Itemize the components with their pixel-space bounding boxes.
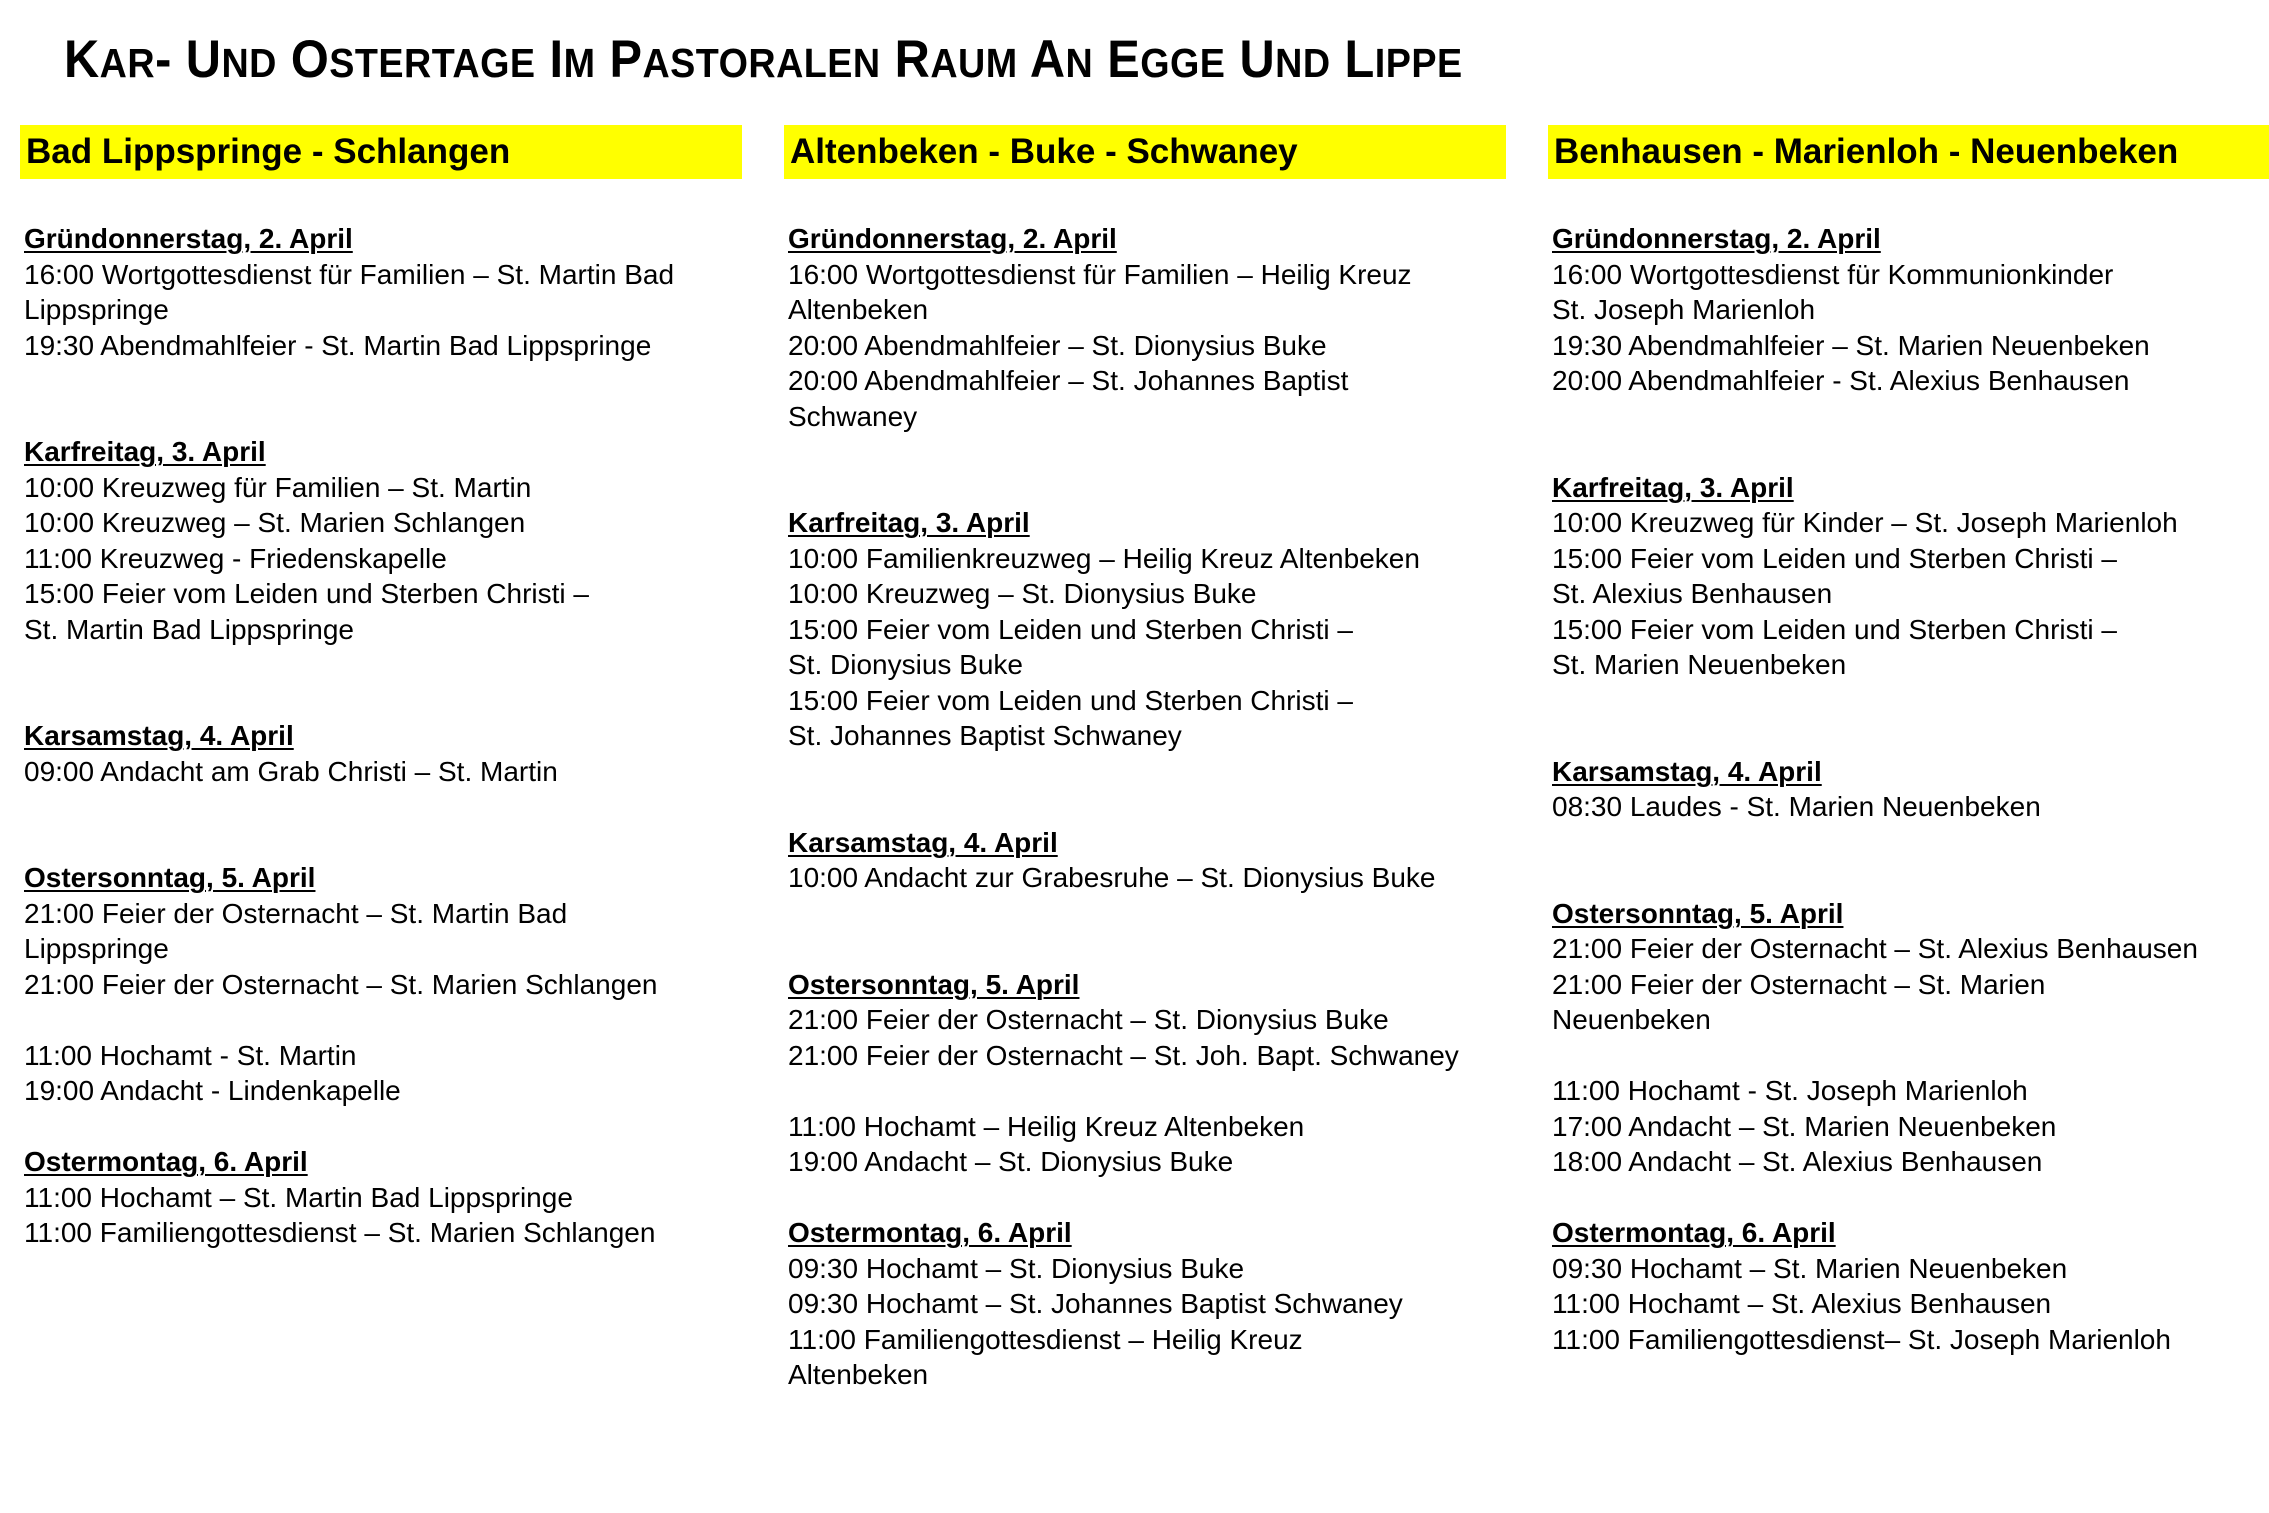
title-separator: - [155, 30, 186, 89]
service-line: 08:30 Laudes - St. Marien Neuenbeken [1552, 791, 2041, 822]
column-header: Benhausen - Marienloh - Neuenbeken [1548, 125, 2269, 179]
day-heading: Karfreitag, 3. April [788, 507, 1030, 538]
service-line: 16:00 Wortgottesdienst für Familien – St. Martin Bad [24, 258, 675, 290]
service-line: St. Dionysius Buke [788, 649, 1023, 680]
spacer [1552, 434, 2269, 470]
column-altenbeken [784, 125, 1506, 1390]
spacer [788, 896, 1508, 932]
title-separator [1018, 30, 1030, 89]
title-initial: K [64, 30, 100, 89]
service-line: Schwaney [788, 400, 918, 432]
title-smallcaps: GGE [1140, 40, 1226, 86]
service-line: 09:30 Hochamt – St. Johannes Baptist Schwaney [788, 1288, 1403, 1319]
service-line: Altenbeken [788, 294, 929, 325]
service-line: St. Martin Bad Lippspringe [24, 613, 354, 645]
title-initial: O [290, 30, 330, 89]
title-initial: L [1344, 30, 1375, 89]
service-line: 09:00 Andacht am Grab Christi – St. Martin [24, 755, 558, 787]
spacer [24, 683, 744, 719]
service-line: 10:00 Kreuzweg – St. Dionysius Buke [788, 578, 1257, 609]
service-line: 19:30 Abendmahlfeier – St. Marien Neuenbeken [1552, 329, 2150, 361]
title-initial: I [549, 30, 564, 89]
title-separator [536, 30, 550, 89]
spacer [1552, 683, 2269, 719]
column-benhausen [1548, 125, 2269, 1355]
day-heading: Ostersonntag, 5. April [788, 968, 1080, 1000]
service-line: St. Joseph Marienloh [1552, 294, 1816, 325]
service-line: 19:30 Abendmahlfeier - St. Martin Bad Lippspringe [24, 329, 652, 361]
spacer [1552, 399, 2269, 435]
spacer [788, 789, 1508, 825]
spacer [1552, 825, 2269, 861]
service-line: St. Alexius Benhausen [1552, 578, 1833, 609]
day-heading: Gründonnerstag, 2. April [1552, 223, 1881, 254]
service-line: 15:00 Feier vom Leiden und Sterben Christi – [1552, 613, 2117, 645]
service-line: 10:00 Familienkreuzweg – Heilig Kreuz Altenbeken [788, 542, 1420, 574]
day-heading: Gründonnerstag, 2. April [788, 223, 1117, 254]
day-heading: Gründonnerstag, 2. April [24, 223, 353, 254]
title-smallcaps: IPPE [1374, 40, 1463, 86]
service-line: 21:00 Feier der Osternacht – St. Marien Schlangen [24, 968, 658, 1000]
title-initial: P [609, 30, 643, 89]
title-separator [1225, 30, 1239, 89]
service-line: 11:00 Kreuzweg - Friedenskapelle [24, 542, 447, 574]
service-line: 19:00 Andacht - Lindenkapelle [24, 1075, 401, 1106]
day-heading: Karfreitag, 3. April [24, 436, 266, 467]
service-line: 18:00 Andacht – St. Alexius Benhausen [1552, 1146, 2043, 1177]
service-line: 21:00 Feier der Osternacht – St. Alexius Benhausen [1552, 933, 2198, 964]
service-line: Neuenbeken [1552, 1004, 1711, 1035]
day-heading: Ostermontag, 6. April [1552, 1217, 1836, 1248]
spacer [24, 789, 744, 825]
day-heading: Karsamstag, 4. April [1552, 755, 1822, 787]
title-separator [1331, 30, 1345, 89]
title-separator [881, 30, 895, 89]
spacer [24, 1109, 744, 1145]
spacer [1552, 1180, 2269, 1216]
service-line: 11:00 Hochamt – Heilig Kreuz Altenbeken [788, 1110, 1305, 1142]
spacer [788, 754, 1508, 790]
service-line: 10:00 Kreuzweg für Familien – St. Martin [24, 471, 532, 503]
service-line: Lippspringe [24, 294, 169, 325]
spacer [788, 931, 1508, 967]
service-line: 11:00 Hochamt - St. Martin [24, 1039, 357, 1071]
day-heading: Karsamstag, 4. April [24, 720, 294, 751]
title-smallcaps: ASTORALEN [642, 40, 881, 86]
service-line: 11:00 Familiengottesdienst – St. Marien Schlangen [24, 1217, 656, 1248]
service-line: 09:30 Hochamt – St. Marien Neuenbeken [1552, 1252, 2068, 1284]
service-line: 16:00 Wortgottesdienst für Familien – Heilig Kreuz [788, 258, 1412, 290]
spacer [788, 470, 1508, 506]
title-initial: E [1107, 30, 1141, 89]
service-line: 15:00 Feier vom Leiden und Sterben Christi – [1552, 542, 2117, 574]
spacer [1552, 1038, 2269, 1074]
service-line: 21:00 Feier der Osternacht – St. Martin Bad [24, 897, 568, 929]
service-line: 19:00 Andacht – St. Dionysius Buke [788, 1146, 1234, 1177]
schedule-list [24, 221, 744, 1251]
title-separator [277, 30, 291, 89]
spacer [788, 1180, 1508, 1216]
day-heading: Ostersonntag, 5. April [1552, 897, 1844, 929]
day-heading: Ostermontag, 6. April [24, 1146, 308, 1177]
service-line: 10:00 Kreuzweg für Kinder – St. Joseph Marienloh [1552, 507, 2178, 538]
spacer [24, 825, 744, 861]
spacer [24, 399, 744, 435]
service-line: St. Marien Neuenbeken [1552, 649, 1847, 680]
service-line: St. Johannes Baptist Schwaney [788, 720, 1182, 751]
schedule-list [1552, 221, 2269, 1357]
service-line: 16:00 Wortgottesdienst für Kommunionkinder [1552, 258, 2114, 290]
day-heading: Karsamstag, 4. April [788, 826, 1058, 858]
service-line: 20:00 Abendmahlfeier – St. Johannes Baptist [788, 365, 1349, 396]
title-initial: U [1239, 30, 1276, 89]
spacer [24, 1002, 744, 1038]
service-line: 10:00 Kreuzweg – St. Marien Schlangen [24, 507, 526, 538]
spacer [788, 1073, 1508, 1109]
service-line: 21:00 Feier der Osternacht – St. Marien [1552, 968, 2046, 1000]
service-line: 11:00 Hochamt – St. Alexius Benhausen [1552, 1288, 2052, 1319]
column-header: Bad Lippspringe - Schlangen [20, 125, 742, 179]
title-smallcaps: AUM [930, 40, 1018, 86]
service-line: 21:00 Feier der Osternacht – St. Dionysius Buke [788, 1004, 1389, 1035]
page-title [64, 28, 1463, 95]
spacer [24, 363, 744, 399]
service-line: Lippspringe [24, 933, 169, 964]
spacer [1552, 718, 2269, 754]
spacer [788, 434, 1508, 470]
service-line: 11:00 Familiengottesdienst– St. Joseph Marienloh [1552, 1323, 2171, 1355]
service-line: 15:00 Feier vom Leiden und Sterben Christi – [788, 613, 1353, 645]
title-separator [1093, 30, 1107, 89]
title-smallcaps: N [1065, 40, 1094, 86]
title-initial: A [1029, 30, 1066, 89]
service-line: 11:00 Hochamt – St. Martin Bad Lippspringe [24, 1181, 573, 1213]
service-line: 21:00 Feier der Osternacht – St. Joh. Bapt. Schwaney [788, 1039, 1459, 1071]
spacer [1552, 860, 2269, 896]
spacer [24, 647, 744, 683]
title-separator [595, 30, 609, 89]
title-smallcaps: AR [99, 40, 156, 86]
column-bad-lippspringe [20, 125, 742, 1248]
title-smallcaps: M [563, 40, 596, 86]
day-heading: Ostersonntag, 5. April [24, 862, 316, 893]
title-smallcaps: ND [1275, 40, 1331, 86]
column-header: Altenbeken - Buke - Schwaney [784, 125, 1506, 179]
service-line: 17:00 Andacht – St. Marien Neuenbeken [1552, 1110, 2057, 1142]
title-smallcaps: ND [221, 40, 277, 86]
title-initial: R [894, 30, 931, 89]
service-line: 15:00 Feier vom Leiden und Sterben Christi – [788, 684, 1353, 716]
day-heading: Karfreitag, 3. April [1552, 471, 1794, 503]
schedule-list [788, 221, 1508, 1393]
title-smallcaps: STERTAGE [329, 40, 536, 86]
service-line: 20:00 Abendmahlfeier – St. Dionysius Buke [788, 329, 1327, 361]
service-line: Altenbeken [788, 1359, 929, 1390]
title-initial: U [185, 30, 222, 89]
service-line: 10:00 Andacht zur Grabesruhe – St. Dionysius Buke [788, 862, 1436, 893]
day-heading: Ostermontag, 6. April [788, 1217, 1072, 1248]
service-line: 09:30 Hochamt – St. Dionysius Buke [788, 1252, 1245, 1284]
service-line: 20:00 Abendmahlfeier - St. Alexius Benhausen [1552, 365, 2130, 396]
service-line: 11:00 Hochamt - St. Joseph Marienloh [1552, 1075, 2028, 1106]
service-line: 11:00 Familiengottesdienst – Heilig Kreuz [788, 1323, 1303, 1355]
service-line: 15:00 Feier vom Leiden und Sterben Christi – [24, 578, 589, 609]
